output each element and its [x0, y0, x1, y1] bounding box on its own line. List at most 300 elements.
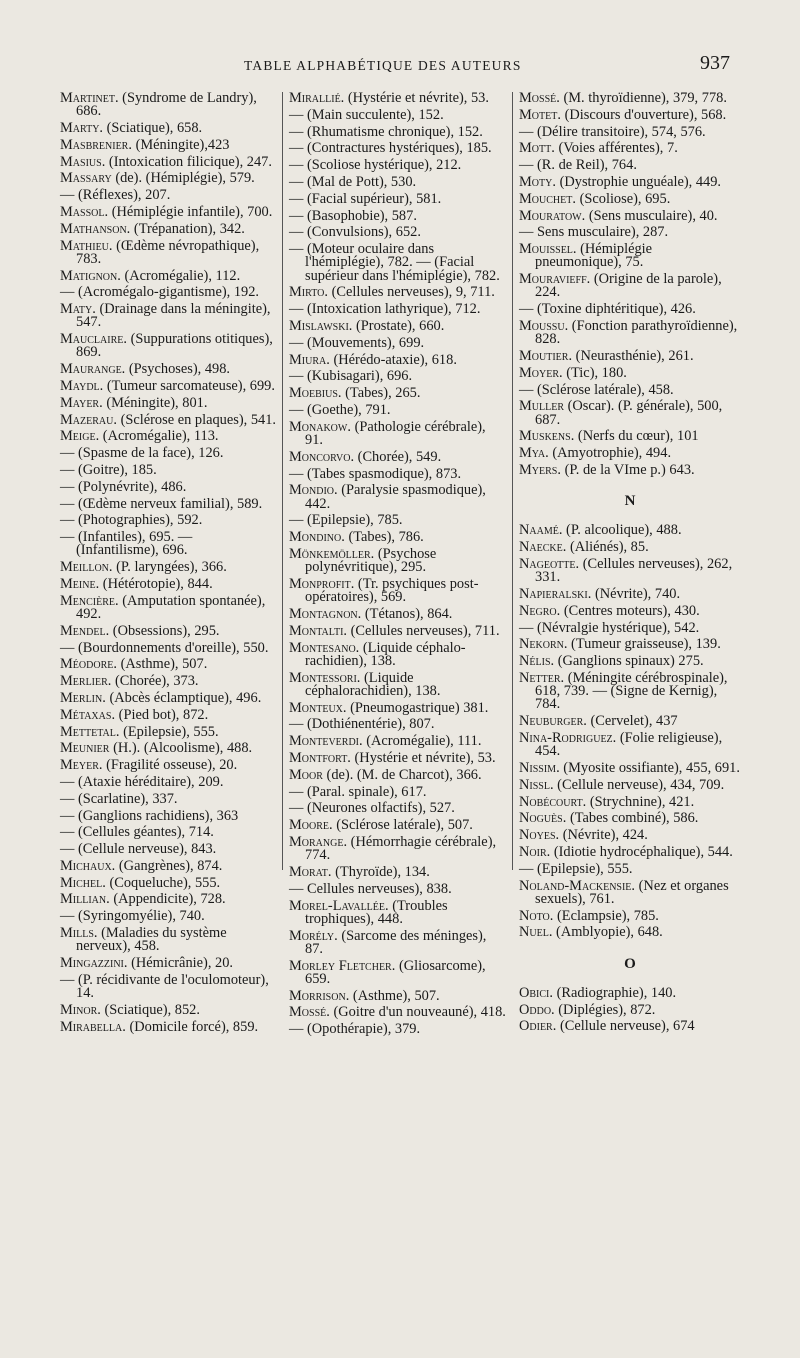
author-name: —: [289, 106, 304, 123]
author-name: Moutier.: [519, 347, 573, 364]
index-entry: [289, 334, 507, 351]
entry-topic-pages: (Bourdonnements d'oreille), 550.: [78, 639, 269, 656]
author-name: Mondino.: [289, 529, 345, 546]
index-entry: [289, 639, 507, 669]
index-entry: [519, 555, 741, 586]
index-entry: [289, 880, 507, 897]
index-entry: [519, 364, 741, 381]
index-entry: [519, 655, 741, 668]
index-entry: [60, 377, 278, 394]
index-entry: [289, 226, 507, 239]
author-name: Noguès.: [519, 810, 567, 827]
index-entry: [519, 524, 741, 537]
author-name: Moncorvo.: [289, 448, 355, 465]
author-name: —: [519, 157, 534, 174]
index-entry: [60, 927, 278, 953]
index-entry: [519, 638, 741, 651]
entry-topic-pages: (Ganglions spinaux) 275.: [557, 653, 704, 670]
author-name: —: [289, 140, 304, 157]
index-entry: [289, 159, 507, 172]
author-name: Neuburger.: [519, 713, 587, 730]
index-entry: [60, 639, 278, 656]
index-entry: [60, 267, 278, 284]
entry-topic-pages: (Polynévrite), 486.: [78, 478, 187, 495]
author-name: Oddo.: [519, 1001, 555, 1018]
entry-topic-pages: (Chorée), 373.: [115, 673, 199, 690]
entry-topic-pages: (Neurasthénie), 261.: [575, 347, 694, 364]
entry-topic-pages: (Amputation spontanée), 492.: [76, 592, 266, 622]
index-entry: [60, 622, 278, 639]
index-entry: [60, 706, 278, 723]
author-name: Mingazzini.: [60, 955, 128, 972]
author-name: Mazerau.: [60, 411, 117, 428]
entry-topic-pages: (Basophobie), 587.: [307, 207, 417, 224]
index-entry: [519, 715, 741, 728]
entry-topic-pages: (Moteur oculaire dans l'hémiplégie), 782. — (Facial supérieur dans l'hémiplégie), 782.: [305, 241, 500, 284]
entry-topic-pages: (Goitre), 185.: [78, 461, 157, 478]
entry-topic-pages: (Cellule nerveuse), 434, 709.: [557, 776, 725, 793]
author-name: Netter.: [519, 669, 565, 686]
index-entry: [60, 430, 278, 443]
index-column-2: [289, 92, 507, 1040]
section-letter-o: O: [624, 955, 636, 972]
index-entry: [289, 317, 507, 334]
index-entry: [289, 448, 507, 465]
index-entry: [60, 1018, 278, 1035]
author-name: —: [289, 783, 304, 800]
index-entry: [60, 286, 278, 299]
index-entry: [60, 893, 278, 906]
author-name: Mouissel.: [519, 241, 577, 258]
index-entry: [519, 984, 741, 1001]
index-entry: [289, 401, 507, 418]
entry-topic-pages: (Névrite), 740.: [594, 585, 681, 602]
author-name: Meine.: [60, 575, 100, 592]
index-entry: [60, 189, 278, 202]
index-entry: [289, 669, 507, 699]
entry-topic-pages: (Maladies du système nerveux), 458.: [76, 925, 227, 955]
entry-topic-pages: (Oscar). (P. générale), 500, 687.: [535, 398, 723, 428]
author-name: —: [60, 639, 75, 656]
author-name: Moore.: [289, 817, 333, 834]
entry-topic-pages: (Nez et organes sexuels), 761.: [535, 877, 729, 907]
index-column-3: [519, 92, 741, 1037]
index-entry: [289, 190, 507, 207]
entry-topic-pages: (Sclérose en plaques), 541.: [120, 411, 277, 428]
index-entry: [289, 699, 507, 716]
entry-topic-pages: (M. thyroïdienne), 379, 778.: [563, 90, 727, 106]
author-name: Mislawski.: [289, 317, 353, 334]
entry-topic-pages: (H.). (Alcoolisme), 488.: [113, 740, 253, 757]
entry-topic-pages: (Acromégalie), 113.: [102, 428, 219, 445]
entry-topic-pages: (Neurones olfactifs), 527.: [307, 800, 455, 817]
author-name: Morat.: [289, 863, 332, 880]
index-entry: [60, 773, 278, 790]
index-entry: [519, 273, 741, 299]
author-name: —: [60, 284, 75, 301]
entry-topic-pages: (Idiotie hydrocéphalique), 544.: [553, 843, 733, 860]
index-entry: [519, 381, 741, 398]
index-entry: [289, 418, 507, 448]
entry-topic-pages: (Hystérie et névrite), 53.: [347, 90, 489, 106]
entry-topic-pages: (Cellules géantes), 714.: [78, 824, 214, 841]
index-entry: [60, 411, 278, 428]
author-name: Mouravieff.: [519, 271, 591, 288]
entry-topic-pages: (Gliosarcome), 659.: [305, 957, 486, 987]
author-name: —: [289, 173, 304, 190]
entry-topic-pages: (Tumeur graisseuse), 139.: [571, 636, 721, 653]
entry-topic-pages: (Réflexes), 207.: [78, 187, 171, 204]
author-name: —: [60, 478, 75, 495]
entry-topic-pages: (Chorée), 549.: [357, 448, 442, 465]
entry-topic-pages: (P. alcoolique), 488.: [566, 522, 682, 539]
entry-topic-pages: (Discours d'ouverture), 568.: [564, 106, 727, 123]
author-name: —: [60, 790, 75, 807]
entry-topic-pages: (Tabes), 786.: [348, 529, 424, 546]
entry-topic-pages: (de). (Hémiplégie), 579.: [115, 170, 255, 187]
index-entry: [519, 843, 741, 860]
index-entry: [60, 561, 278, 574]
entry-topic-pages: (Prostate), 660.: [355, 317, 445, 334]
entry-topic-pages: (Tumeur sarcomateuse), 699.: [106, 377, 275, 394]
author-name: —: [60, 495, 75, 512]
author-name: —: [519, 123, 534, 140]
author-name: Muskens.: [519, 428, 575, 445]
index-entry: [289, 387, 507, 400]
entry-topic-pages: (Spasme de la face), 126.: [78, 445, 224, 462]
entry-topic-pages: (Sclérose latérale), 458.: [537, 381, 674, 398]
author-name: Morel-Lavallée.: [289, 897, 389, 914]
author-name: —: [519, 860, 534, 877]
author-name: Nina-Rodriguez.: [519, 729, 617, 746]
author-name: Mauclaire.: [60, 331, 127, 348]
index-entry: [60, 203, 278, 220]
author-name: —: [289, 241, 304, 258]
author-name: Mathieu.: [60, 237, 113, 254]
author-name: —: [289, 716, 304, 733]
author-name: Nageotte.: [519, 555, 580, 572]
entry-topic-pages: (Fonction parathyroïdienne), 828.: [535, 317, 738, 348]
index-entry: [289, 735, 507, 748]
author-name: Monprofit.: [289, 575, 355, 592]
entry-topic-pages: (Méningite cérébrospinale), 618, 739. — (Signe de Kernig), 784.: [535, 669, 728, 713]
index-entry: [60, 759, 278, 772]
index-entry: [519, 142, 741, 155]
index-entry: [60, 723, 278, 740]
entry-topic-pages: (Opothérapie), 379.: [307, 1021, 421, 1038]
entry-topic-pages: (Asthme), 507.: [120, 656, 208, 673]
index-entry: [60, 807, 278, 824]
index-entry: [519, 159, 741, 172]
author-name: —: [289, 368, 304, 385]
entry-topic-pages: (Aliénés), 85.: [569, 539, 649, 556]
index-entry: [289, 92, 507, 105]
index-entry: [519, 106, 741, 123]
author-name: —: [60, 807, 75, 824]
entry-topic-pages: (Dothiénentérie), 807.: [307, 716, 435, 733]
index-entry: [289, 802, 507, 815]
author-name: Obici.: [519, 984, 553, 1001]
index-entry: [289, 531, 507, 544]
author-name: Moussu.: [519, 317, 569, 334]
index-entry: [519, 400, 741, 426]
entry-topic-pages: (Œdème névropathique), 783.: [76, 237, 260, 267]
entry-topic-pages: (Appendicite), 728.: [113, 891, 226, 908]
entry-topic-pages: (Sciatique), 852.: [104, 1001, 200, 1018]
entry-topic-pages: (Scoliose), 695.: [579, 190, 671, 207]
author-name: Nélis.: [519, 653, 555, 670]
index-entry: [519, 173, 741, 190]
author-name: —: [60, 971, 75, 988]
author-name: Matignon.: [60, 267, 121, 284]
entry-topic-pages: (Toxine diphtéritique), 426.: [537, 301, 696, 318]
entry-topic-pages: (Radiographie), 140.: [556, 984, 677, 1001]
index-entry: [289, 123, 507, 140]
entry-topic-pages: (Acromégalo-gigantisme), 192.: [78, 284, 260, 301]
entry-topic-pages: (Asthme), 507.: [352, 987, 440, 1004]
index-entry: [60, 478, 278, 495]
entry-topic-pages: (P. récidivante de l'oculomoteur), 14.: [76, 971, 269, 1002]
index-entry: [289, 106, 507, 123]
entry-topic-pages: (Pneumogastrique) 381.: [350, 699, 489, 716]
entry-topic-pages: (Fragilité osseuse), 20.: [106, 757, 238, 774]
entry-topic-pages: (Photographies), 592.: [78, 512, 203, 529]
entry-topic-pages: (Tabes spasmodique), 873.: [307, 465, 462, 482]
index-entry: [60, 826, 278, 839]
index-entry: [289, 286, 507, 299]
author-name: Michaux.: [60, 857, 116, 874]
entry-topic-pages: (Tabes), 265.: [345, 385, 421, 402]
index-entry: [60, 910, 278, 923]
author-name: Naecke.: [519, 539, 567, 556]
entry-topic-pages: (Paral. spinale), 617.: [307, 783, 427, 800]
author-name: —: [519, 301, 534, 318]
author-name: Masius.: [60, 153, 106, 170]
entry-topic-pages: (Cervelet), 437: [590, 713, 678, 730]
author-name: Noto.: [519, 907, 554, 924]
author-name: Moor: [289, 766, 323, 783]
entry-topic-pages: (Œdème nerveux familial), 589.: [78, 495, 263, 512]
index-entry: [519, 123, 741, 140]
author-name: Nobécourt.: [519, 793, 587, 810]
index-entry: [289, 545, 507, 576]
index-entry: [60, 136, 278, 153]
entry-topic-pages: (Méningite),423: [135, 136, 230, 153]
entry-topic-pages: (Cellules nerveuses), 711.: [350, 622, 500, 639]
author-name: —: [60, 773, 75, 790]
index-entry: [60, 172, 278, 185]
index-entry: [60, 971, 278, 1002]
entry-topic-pages: (Thyroïde), 134.: [335, 863, 430, 880]
author-name: Morley Fletcher.: [289, 957, 396, 974]
author-name: —: [289, 401, 304, 418]
index-entry: [519, 447, 741, 460]
author-name: —: [289, 224, 304, 241]
index-entry: [289, 833, 507, 864]
index-entry: [60, 843, 278, 856]
entry-topic-pages: Cellules nerveuses), 838.: [307, 880, 452, 897]
entry-topic-pages: (Liquide céphalo-rachidien), 138.: [305, 639, 466, 669]
author-name: Nissl.: [519, 776, 554, 793]
entry-topic-pages: (Strychnine), 421.: [589, 793, 695, 810]
index-entry: [519, 243, 741, 269]
index-entry: [289, 173, 507, 190]
entry-topic-pages: (Scarlatine), 337.: [78, 790, 178, 807]
index-entry: [519, 907, 741, 924]
entry-topic-pages: (Hystérie et névrite), 53.: [354, 749, 496, 766]
entry-topic-pages: (Suppurations otitiques), 869.: [76, 331, 273, 361]
entry-topic-pages: (Sclérose latérale), 507.: [336, 817, 473, 834]
index-entry: [289, 622, 507, 639]
author-name: Mayer.: [60, 394, 103, 411]
entry-topic-pages: (Cellules nerveuses), 262, 331.: [535, 555, 733, 586]
index-entry: [289, 575, 507, 606]
author-name: —: [289, 800, 304, 817]
index-entry: [60, 790, 278, 807]
entry-topic-pages: (Coqueluche), 555.: [109, 874, 221, 891]
author-name: Mossé.: [289, 1004, 330, 1021]
index-entry: [519, 1001, 741, 1018]
entry-topic-pages: (Tabes combiné), 586.: [569, 810, 699, 827]
column-divider: [512, 92, 513, 870]
entry-topic-pages: (Amblyopie), 648.: [556, 924, 663, 941]
entry-topic-pages: (Epilepsie), 785.: [307, 512, 403, 529]
author-name: —: [60, 908, 75, 925]
entry-topic-pages: (Origine de la parole), 224.: [535, 271, 722, 301]
entry-topic-pages: (Troubles trophiques), 448.: [305, 897, 448, 927]
index-entry: [60, 220, 278, 237]
entry-topic-pages: (Tr. psychiques post-opératoires), 569.: [305, 575, 479, 606]
entry-topic-pages: (Infantiles), 695. — (Infantilisme), 696.: [76, 529, 193, 559]
index-entry: [519, 430, 741, 443]
author-name: Minor.: [60, 1001, 101, 1018]
author-name: Monakow.: [289, 418, 351, 435]
entry-topic-pages: (Voies afférentes), 7.: [558, 140, 678, 157]
author-name: Millian.: [60, 891, 110, 908]
index-entry: [60, 514, 278, 527]
index-entry: [60, 447, 278, 460]
entry-topic-pages: (Pied bot), 872.: [118, 706, 209, 723]
index-entry: [519, 207, 741, 224]
entry-topic-pages: (Gangrènes), 874.: [118, 857, 223, 874]
entry-topic-pages: (P. laryngées), 366.: [116, 559, 227, 576]
author-name: Monteverdi.: [289, 733, 363, 750]
index-entry: [60, 122, 278, 135]
index-entry: [289, 927, 507, 957]
entry-topic-pages: (Mouvements), 699.: [307, 334, 425, 351]
index-entry: [60, 333, 278, 359]
index-entry: [519, 793, 741, 810]
entry-topic-pages: (Kubisagari), 696.: [307, 368, 413, 385]
index-column-1: [60, 92, 278, 1037]
index-entry: [289, 819, 507, 832]
index-entry: [60, 575, 278, 592]
entry-topic-pages: (Domicile forcé), 859.: [129, 1018, 259, 1035]
entry-topic-pages: (Syringomyélie), 740.: [78, 908, 205, 925]
index-entry: [289, 987, 507, 1004]
entry-topic-pages: (Epilepsie), 555.: [123, 723, 219, 740]
author-name: Marty.: [60, 120, 104, 136]
author-name: Maydl.: [60, 377, 104, 394]
author-name: —: [519, 381, 534, 398]
entry-topic-pages: (Ataxie héréditaire), 209.: [78, 773, 224, 790]
author-name: Michel.: [60, 874, 106, 891]
index-entry: [289, 863, 507, 880]
author-name: Montagnon.: [289, 605, 362, 622]
index-entry: [60, 857, 278, 874]
index-entry: [289, 514, 507, 527]
author-name: Mirallié.: [289, 90, 345, 106]
index-entry: [289, 465, 507, 482]
index-entry: [289, 484, 507, 510]
entry-topic-pages: (Hémiplégie infantile), 700.: [111, 203, 273, 220]
entry-topic-pages: (Hétérotopie), 844.: [102, 575, 213, 592]
author-name: Muller: [519, 398, 565, 415]
index-entry: [519, 190, 741, 207]
index-entry: [289, 370, 507, 383]
entry-topic-pages: (Acromégalie), 111.: [366, 733, 482, 750]
author-name: Nuel.: [519, 924, 553, 941]
author-name: Métaxas.: [60, 706, 116, 723]
author-name: Mouratow.: [519, 207, 586, 224]
index-entry: [60, 957, 278, 970]
index-entry: [289, 351, 507, 368]
index-entry: [289, 605, 507, 622]
entry-topic-pages: (Paralysie spasmodique), 442.: [305, 482, 486, 512]
author-name: Mondio.: [289, 482, 338, 499]
author-name: —: [289, 123, 304, 140]
entry-topic-pages: (Acromégalie), 112.: [124, 267, 241, 284]
author-name: Monteux.: [289, 699, 347, 716]
index-entry: [519, 877, 741, 907]
entry-topic-pages: (Hérédo-ataxie), 618.: [333, 351, 457, 368]
index-entry: [519, 585, 741, 602]
author-name: —: [289, 207, 304, 224]
author-name: —: [289, 880, 304, 897]
index-entry: [289, 207, 507, 224]
author-name: Odier.: [519, 1018, 557, 1035]
author-name: Motet.: [519, 106, 561, 123]
index-entry: [519, 926, 741, 939]
author-name: Mott.: [519, 140, 555, 157]
entry-topic-pages: (P. de la VIme p.) 643.: [564, 461, 695, 478]
author-name: Mirto.: [289, 284, 328, 301]
author-name: Méodore.: [60, 656, 117, 673]
index-entry: [289, 243, 507, 283]
index-entry: [289, 897, 507, 927]
entry-topic-pages: (Hémiplégie pneumonique), 75.: [535, 241, 653, 271]
entry-topic-pages: (Dystrophie unguéale), 449.: [559, 173, 722, 190]
index-entry: [519, 829, 741, 842]
author-name: Mouchet.: [519, 190, 576, 207]
author-name: Mendel.: [60, 622, 110, 639]
entry-topic-pages: (Folie religieuse), 454.: [535, 729, 723, 760]
index-entry: [60, 742, 278, 755]
entry-topic-pages: (Contractures hystériques), 185.: [307, 140, 492, 157]
entry-topic-pages: (Facial supérieur), 581.: [307, 190, 442, 207]
index-entry: [60, 237, 278, 267]
author-name: Naamé.: [519, 522, 563, 539]
index-entry: [60, 1001, 278, 1018]
author-name: Montessori.: [289, 669, 361, 686]
author-name: Negro.: [519, 602, 561, 619]
index-entry: [60, 675, 278, 688]
index-entry: [289, 1006, 507, 1019]
entry-topic-pages: (Névralgie hystérique), 542.: [537, 619, 700, 636]
author-name: Mettetal.: [60, 723, 120, 740]
index-entry: [519, 729, 741, 760]
entry-topic-pages: (de). (M. de Charcot), 366.: [326, 766, 482, 783]
